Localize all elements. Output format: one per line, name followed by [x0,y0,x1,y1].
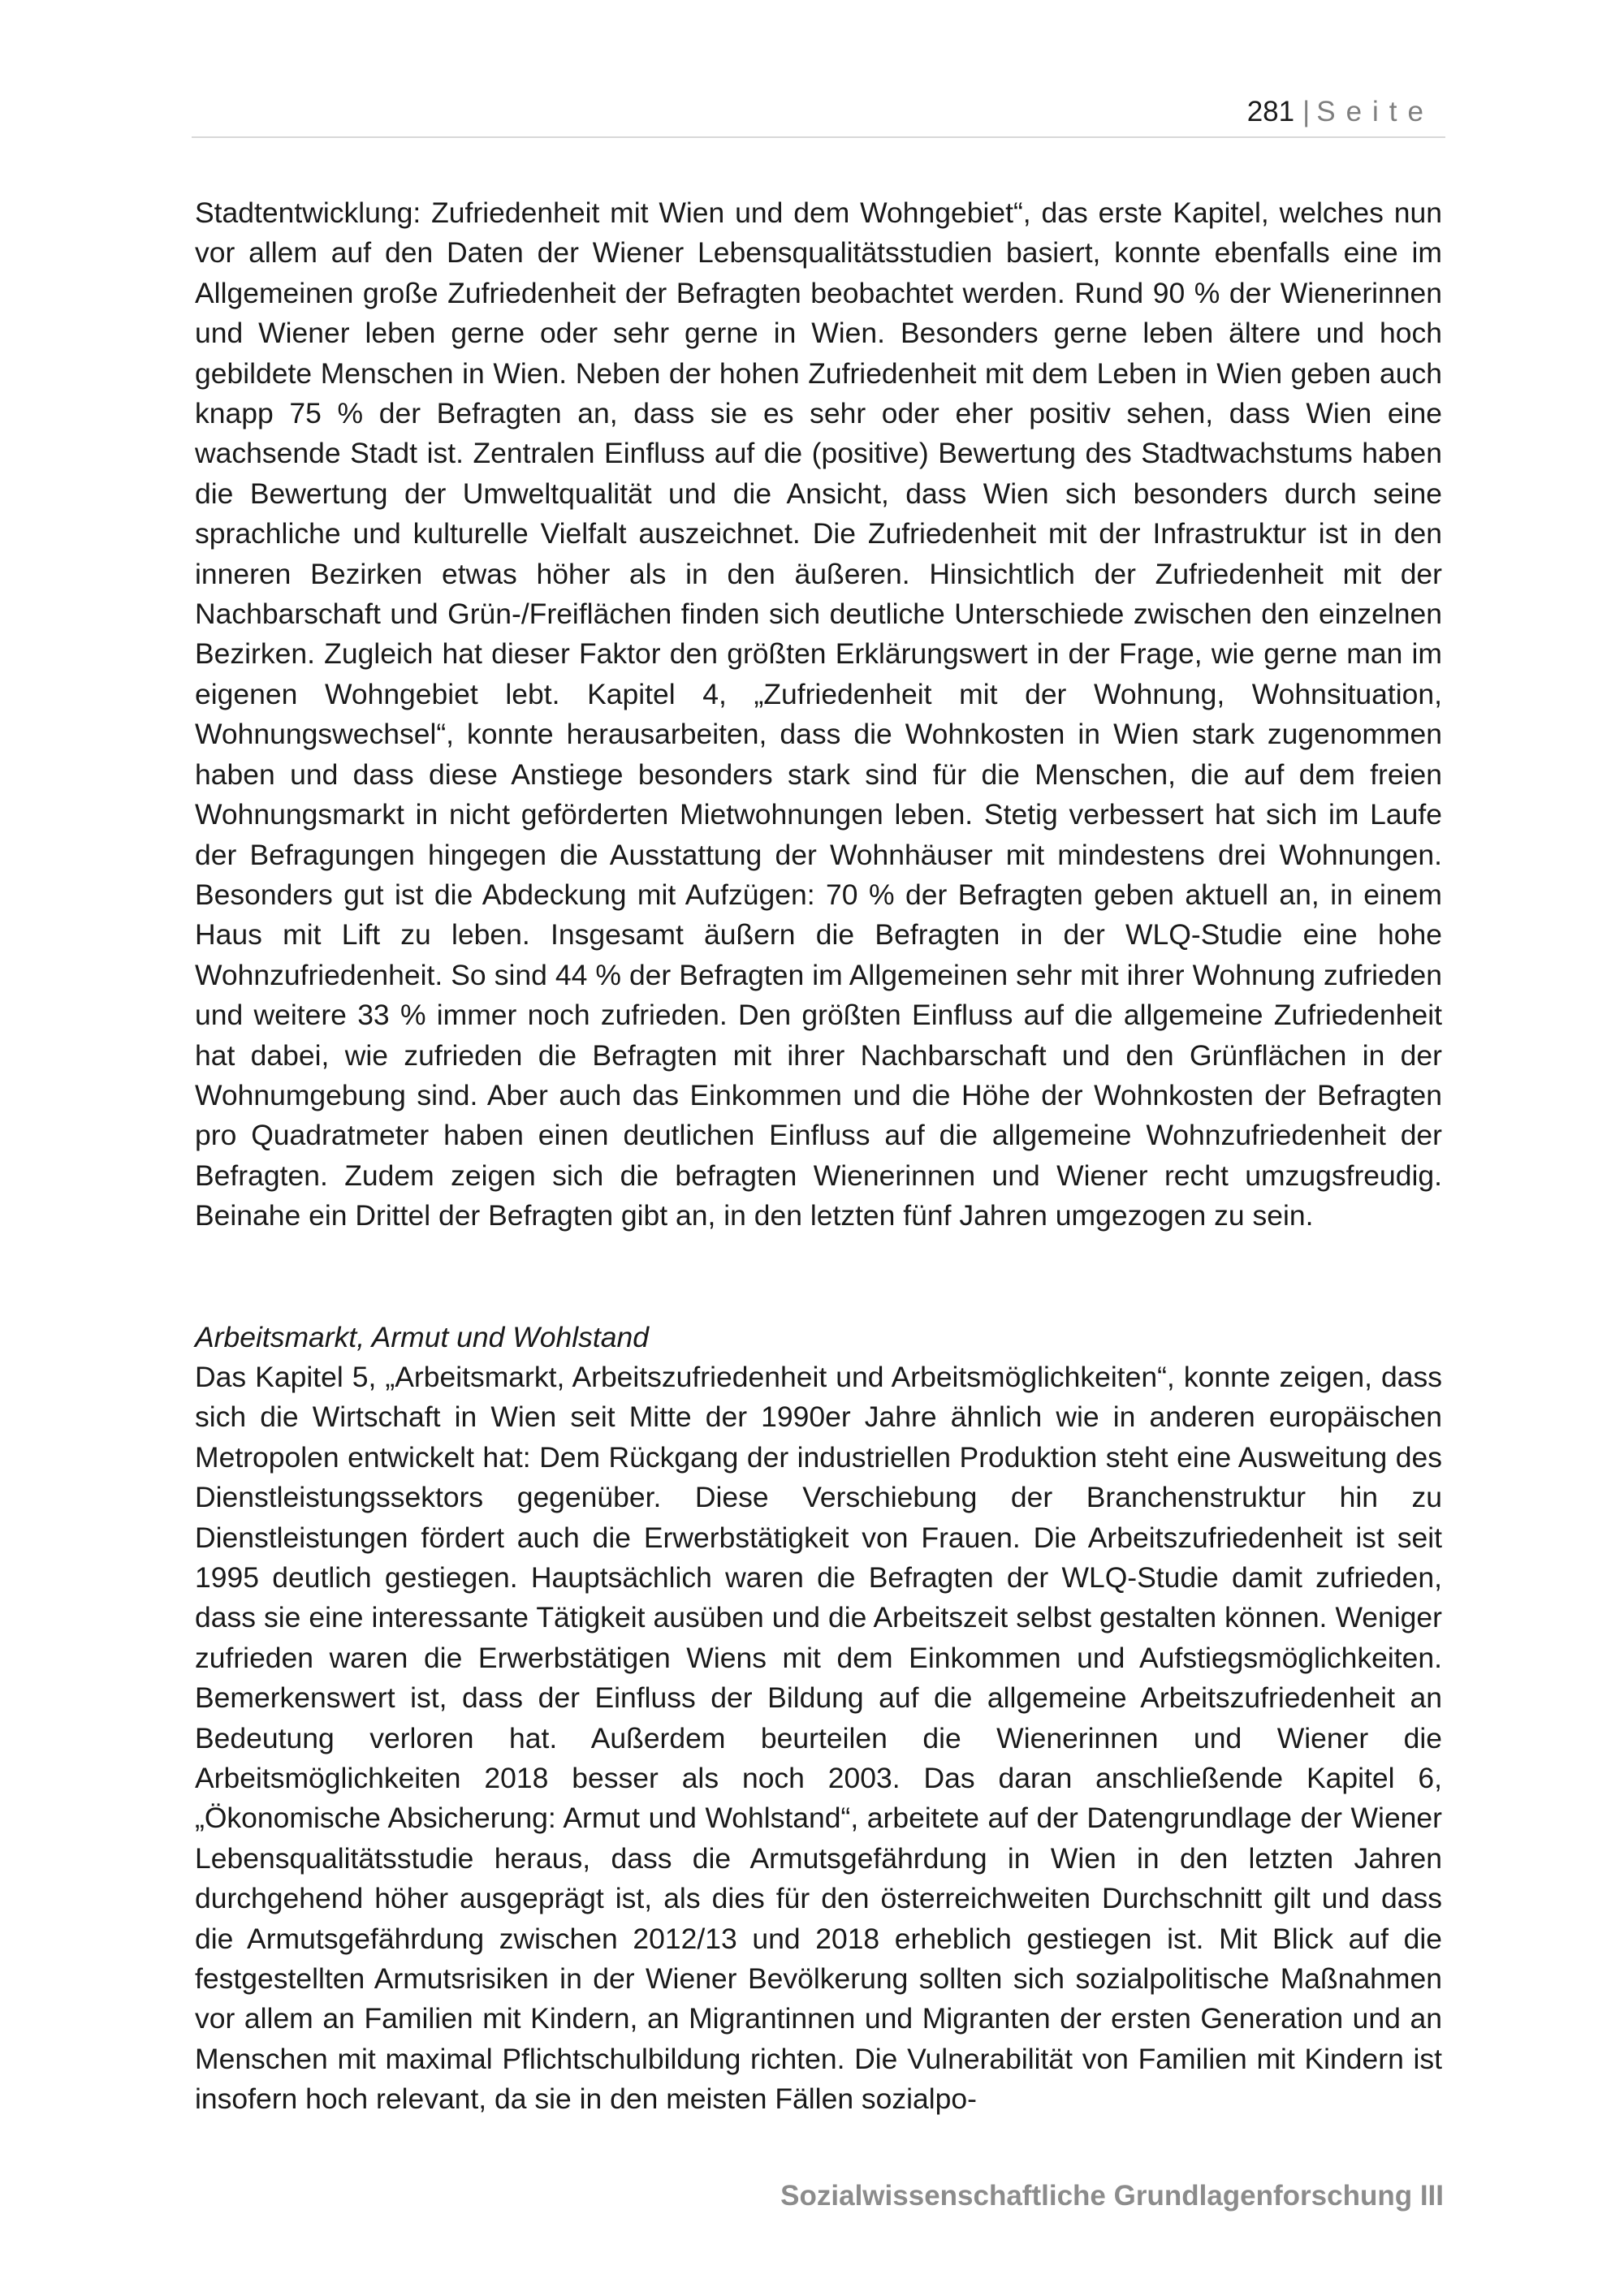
paragraph-stadtentwicklung: Stadtentwicklung: Zufriedenheit mit Wien und dem Wohngebiet“, das erste Kapitel, welches nun vor allem auf den Daten der Wiener Lebensqualitätsstudien basiert, konnte ebenfalls eine im Allgemeinen große Zufriedenheit der Befragten beobachtet werden. Rund 90 % der Wienerinnen und Wiener leben gerne oder sehr gerne in Wien. Besonders gerne leben ältere und hoch gebildete Menschen in Wien. Neben der hohen Zufriedenheit mit dem Leben in Wien geben auch knapp 75 % der Befragten an, dass sie es sehr oder eher positiv sehen, dass Wien eine wachsende Stadt ist. Zentralen Einfluss auf die (positive) Bewertung des Stadtwachstums haben die Bewertung der Umweltqualität und die Ansicht, dass Wien sich besonders durch seine sprachliche und kulturelle Vielfalt auszeichnet. Die Zufriedenheit mit der Infrastruktur ist in den inneren Bezirken etwas höher als in den äußeren. Hinsichtlich der Zufriedenheit mit der Nachbarschaft und Grün-/Freiflächen finden sich deutliche Unterschiede zwischen den einzelnen Bezirken. Zugleich hat dieser Faktor den größten Erklärungswert in der Frage, wie gerne man im eigenen Wohngebiet lebt. Kapitel 4, „Zufriedenheit mit der Wohnung, Wohnsituation, Wohnungswechsel“, konnte herausarbeiten, dass die Wohnkosten in Wien stark zugenommen haben und dass diese Anstiege besonders stark sind für die Menschen, die auf dem freien Wohnungsmarkt in nicht geförderten Mietwohnungen leben. Stetig verbessert hat sich im Laufe der Befragungen hingegen die Ausstattung der Wohnhäuser mit mindestens drei Wohnungen. Besonders gut ist die Abdeckung mit Aufzügen: 70 % der Befragten geben aktuell an, in einem Haus mit Lift zu leben. Insgesamt äußern die Befragten in der WLQ-Studie eine hohe Wohnzufriedenheit. So sind 44 % der Befragten im Allgemeinen sehr mit ihrer Wohnung zufrieden und weitere 33 % immer noch zufrieden. Den größten Einfluss auf die allgemeine Zufriedenheit hat dabei, wie zufrieden die Befragten mit ihrer Nachbarschaft und den Grünflächen in der Wohnumgebung sind. Aber auch das Einkommen und die Höhe der Wohnkosten der Befragten pro Quadratmeter haben einen deutlichen Einfluss auf die allgemeine Wohnzufriedenheit der Befragten. Zudem zeigen sich die befragten Wienerinnen und Wiener recht umzugsfreudig. Beinahe ein Drittel der Befragten gibt an, in den letzten fünf Jahren umgezogen zu sein. [195,196,1442,1232]
page-word: Seite [1316,96,1434,127]
section-heading: Arbeitsmarkt, Armut und Wohlstand [195,1320,650,1353]
paragraph-arbeitsmarkt: Das Kapitel 5, „Arbeitsmarkt, Arbeitszufriedenheit und Arbeitsmöglichkeiten“, konnte zeigen, dass sich die Wirtschaft in Wien seit Mitte der 1990er Jahre ähnlich wie in anderen europäischen Metropolen entwickelt hat: Dem Rückgang der industriellen Produktion steht eine Ausweitung des Dienstleistungssektors gegenüber. Diese Verschiebung der Branchenstruktur hin zu Dienstleistungen fördert auch die Erwerbstätigkeit von Frauen. Die Arbeitszufriedenheit ist seit 1995 deutlich gestiegen. Hauptsächlich waren die Befragten der WLQ-Studie damit zufrieden, dass sie eine interessante Tätigkeit ausüben und die Arbeitszeit selbst gestalten können. Weniger zufrieden waren die Erwerbstätigen Wiens mit dem Einkommen und Aufstiegsmöglichkeiten. Bemerkenswert ist, dass der Einfluss der Bildung auf die allgemeine Arbeitszufriedenheit an Bedeutung verloren hat. Außerdem beurteilen die Wienerinnen und Wiener die Arbeitsmöglichkeiten 2018 besser als noch 2003. Das daran anschließende Kapitel 6, „Ökonomische Absicherung: Armut und Wohlstand“, arbeitete auf der Datengrundlage der Wiener Lebensqualitätsstudie heraus, dass die Armutsgefährdung in Wien in den letzten Jahren durchgehend höher ausgeprägt ist, als dies für den österreichweiten Durchschnitt gilt und dass die Armutsgefährdung zwischen 2012/13 und 2018 erheblich gestiegen ist. Mit Blick auf die festgestellten Armutsrisiken in der Wiener Bevölkerung sollten sich sozialpolitische Maßnahmen vor allem an Familien mit Kindern, an Migrantinnen und Migranten der ersten Generation und an Menschen mit maximal Pflichtschulbildung richten. Die Vulnerabilität von Familien mit Kindern ist insofern hoch relevant, da sie in den meisten Fällen sozialpo- [195,1360,1442,2116]
body-text [195,193,1442,2120]
page-footer: Sozialwissenschaftliche Grundlagenforschung III [780,2180,1444,2212]
page-number-value: 281 [1246,96,1295,127]
page-number [1247,96,1434,128]
page-header [192,91,1445,138]
page-number-separator: | [1302,96,1311,127]
